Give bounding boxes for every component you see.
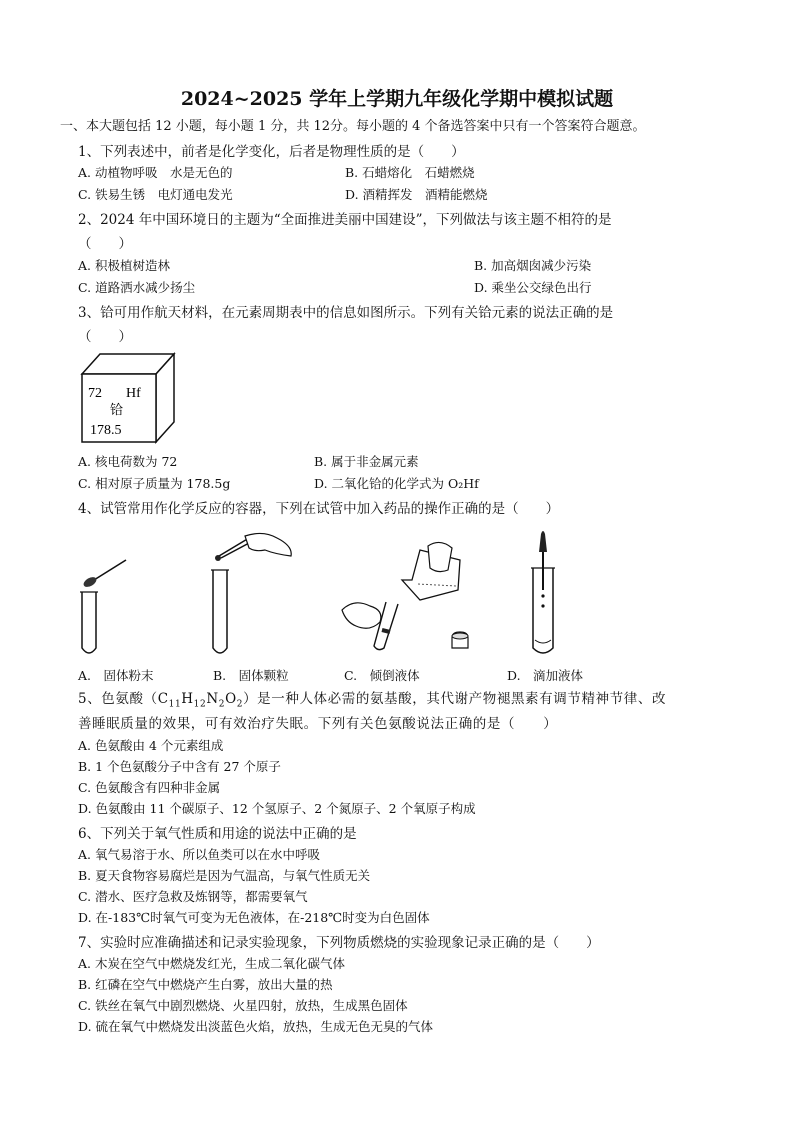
q1-option-c[interactable]: C. 铁易生锈 电灯通电发光 bbox=[78, 187, 233, 202]
section-heading: 一、本大题包括 12 小题，每小题 1 分，共 12分。每小题的 4 个备选答案中只有一个答案符合题意。 bbox=[60, 119, 646, 134]
q5-stem: 5、色氨酸$(C_{11}H_{12}N_2O_2)$是一种人体必需的氨基酸，其代谢产物褪黑素有调节精神节律、改 bbox=[78, 691, 667, 710]
q7-option-a[interactable]: A. 木炭在空气中燃烧发红光，生成二氧化碳气体 bbox=[78, 956, 345, 971]
q6-option-c[interactable]: C. 潜水、医疗急救及炼钢等，都需要氧气 bbox=[78, 889, 308, 904]
q5-option-a[interactable]: A. 色氨酸由 4 个元素组成 bbox=[78, 738, 224, 753]
q2-option-c[interactable]: C. 道路洒水减少扬尘 bbox=[78, 280, 196, 295]
fig-c-pouring bbox=[340, 540, 480, 662]
q2-stem: 2、2024 年中国环境日的主题为“全面推进美丽中国建设”，下列做法与该主题不相符的是 bbox=[78, 212, 612, 228]
q3-paren: （ ） bbox=[78, 329, 132, 345]
q5-option-d[interactable]: D. 色氨酸由 11 个碳原子、12 个氢原子、2 个氮原子、2 个氧原子构成 bbox=[78, 801, 476, 816]
element-mass: 178.5 bbox=[90, 423, 122, 438]
q2-option-b[interactable]: B. 加高烟囱减少污染 bbox=[474, 258, 592, 273]
q7-option-b[interactable]: B. 红磷在空气中燃烧产生白雾，放出大量的热 bbox=[78, 977, 333, 992]
fig-a-powder bbox=[76, 550, 136, 660]
q3-option-a[interactable]: A. 核电荷数为 72 bbox=[78, 454, 178, 469]
q4-option-c[interactable]: C. 倾倒液体 bbox=[344, 668, 420, 683]
fig-d-dropper bbox=[525, 530, 565, 660]
q3-option-c[interactable]: C. 相对原子质量为 178.5g bbox=[78, 476, 231, 491]
q6-option-b[interactable]: B. 夏天食物容易腐烂是因为气温高，与氧气性质无关 bbox=[78, 868, 371, 883]
element-number: 72 bbox=[88, 386, 102, 401]
q3-option-b[interactable]: B. 属于非金属元素 bbox=[314, 454, 419, 469]
q3-stem: 3、铪可用作航天材料，在元素周期表中的信息如图所示。下列有关铪元素的说法正确的是 bbox=[78, 305, 614, 321]
q1-option-b[interactable]: B. 石蜡熔化 石蜡燃烧 bbox=[345, 165, 475, 180]
q4-option-b[interactable]: B. 固体颗粒 bbox=[213, 668, 289, 683]
q1-stem: 1、下列表述中，前者是化学变化，后者是物理性质的是（ ） bbox=[78, 144, 465, 160]
q5-option-b[interactable]: B. 1 个色氨酸分子中含有 27 个原子 bbox=[78, 759, 281, 774]
element-cell-figure bbox=[80, 352, 176, 444]
q4-option-d[interactable]: D. 滴加液体 bbox=[507, 668, 584, 683]
q2-option-d[interactable]: D. 乘坐公交绿色出行 bbox=[474, 280, 592, 295]
q7-option-d[interactable]: D. 硫在氧气中燃烧发出淡蓝色火焰，放热，生成无色无臭的气体 bbox=[78, 1019, 434, 1034]
q5-option-c[interactable]: C. 色氨酸含有四种非金属 bbox=[78, 780, 221, 795]
q7-stem: 7、实验时应准确描述和记录实验现象，下列物质燃烧的实验现象记录正确的是（ ） bbox=[78, 935, 600, 951]
q2-option-a[interactable]: A. 积极植树造林 bbox=[78, 258, 170, 273]
q6-option-a[interactable]: A. 氧气易溶于水、所以鱼类可以在水中呼吸 bbox=[78, 847, 320, 862]
q3-option-d[interactable]: D. 二氧化铪的化学式为 O₂Hf bbox=[314, 476, 479, 491]
fig-b-granules bbox=[205, 530, 300, 660]
q1-option-d[interactable]: D. 酒精挥发 酒精能燃烧 bbox=[345, 187, 488, 202]
q6-option-d[interactable]: D. 在-183℃时氧气可变为无色液体，在-218℃时变为白色固体 bbox=[78, 910, 430, 925]
q4-stem: 4、试管常用作化学反应的容器，下列在试管中加入药品的操作正确的是（ ） bbox=[78, 501, 560, 517]
q2-paren: （ ） bbox=[78, 236, 132, 252]
q1-option-a[interactable]: A. 动植物呼吸 水是无色的 bbox=[78, 165, 233, 180]
q6-stem: 6、下列关于氧气性质和用途的说法中正确的是 bbox=[78, 826, 357, 842]
q5-stem-line2: 善睡眠质量的效果，可有效治疗失眠。下列有关色氨酸说法正确的是（ ） bbox=[78, 716, 558, 732]
page-title: 2024~2025 学年上学期九年级化学期中模拟试题 bbox=[180, 88, 614, 110]
q4-option-a[interactable]: A. 固体粉末 bbox=[78, 668, 154, 683]
element-symbol: Hf bbox=[126, 386, 141, 401]
element-name: 铪 bbox=[110, 403, 124, 418]
q7-option-c[interactable]: C. 铁丝在氧气中剧烈燃烧、火星四射，放热，生成黑色固体 bbox=[78, 998, 408, 1013]
